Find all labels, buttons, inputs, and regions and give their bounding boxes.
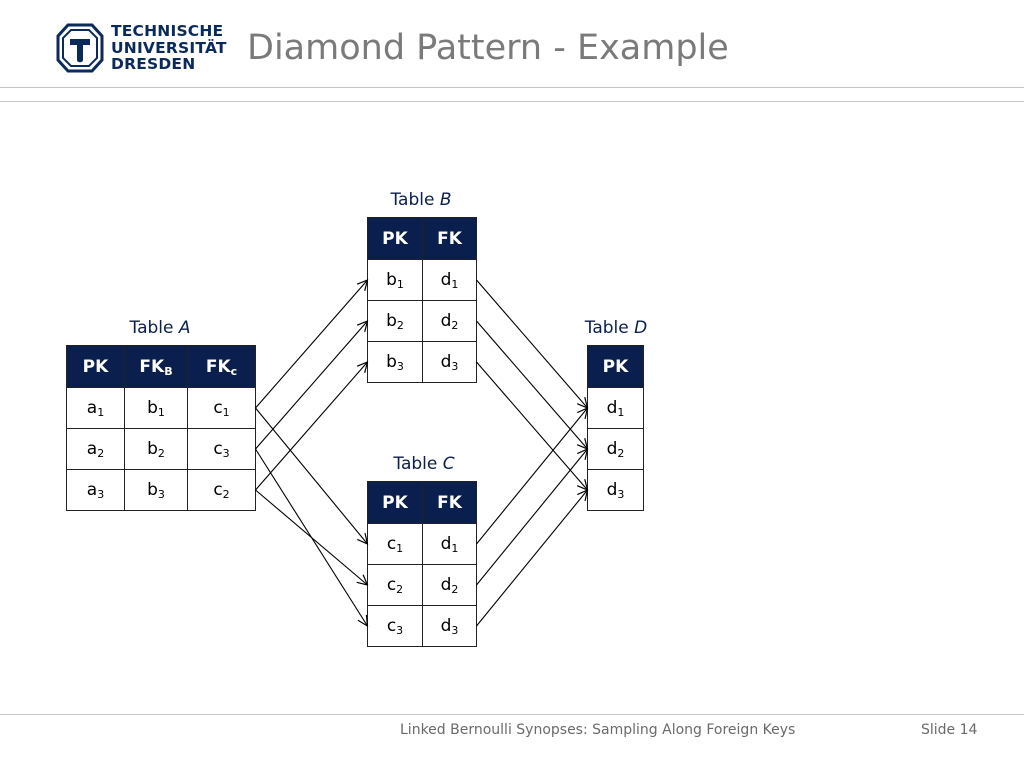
table-cell: $a_1$	[67, 388, 125, 429]
table-cell: $d_2$	[588, 429, 644, 470]
table-cell: $c_1$	[188, 388, 256, 429]
table-cell: $c_1$	[368, 524, 423, 565]
header-cell-fk: FK	[423, 482, 477, 524]
table-cell: $c_2$	[188, 470, 256, 511]
table-cell: $d_3$	[423, 606, 477, 647]
logo-line-3: DRESDEN	[111, 55, 196, 73]
table-cell: $d_1$	[423, 260, 477, 301]
logo-line-2: UNIVERSITÄT	[111, 38, 227, 57]
header-cell-fkc: $FK_c$	[188, 346, 256, 388]
fk-arrow-c3-to-d3	[477, 490, 588, 626]
table-cell: $d_1$	[423, 524, 477, 565]
header-cell-fk: FK	[423, 218, 477, 260]
caption-table-name: C	[442, 454, 455, 474]
table-cell: $b_3$	[368, 342, 423, 383]
table-cell: $d_3$	[588, 470, 644, 511]
table-cell: $d_3$	[423, 342, 477, 383]
table-cell: $a_3$	[67, 470, 125, 511]
footer-subtitle: Linked Bernoulli Synopses: Sampling Along Foreign Keys	[400, 722, 796, 738]
table-cell: $d_2$	[423, 565, 477, 606]
fk-arrow-a3-to-c2	[256, 490, 368, 585]
table-cell: $c_3$	[188, 429, 256, 470]
logo-line-1: TECHNISCHE	[111, 22, 224, 40]
header-cell-fkb: $FK_B$	[125, 346, 188, 388]
header-cell-pk: PK	[368, 218, 423, 260]
table-cell: $b_2$	[125, 429, 188, 470]
table-cell: $b_1$	[125, 388, 188, 429]
caption-prefix: Table	[390, 190, 440, 210]
table-cell: $c_3$	[368, 606, 423, 647]
table-cell: $b_3$	[125, 470, 188, 511]
fk-arrow-c2-to-d2	[477, 449, 588, 585]
footer-divider	[0, 714, 1024, 715]
header-cell-pk: PK	[368, 482, 423, 524]
table-cell: $b_1$	[368, 260, 423, 301]
fk-arrow-c1-to-d1	[477, 408, 588, 544]
caption-prefix: Table	[393, 454, 443, 474]
caption-table-name: A	[178, 318, 191, 338]
fk-arrow-a3-to-b3	[256, 362, 368, 490]
header-cell-pk: PK	[588, 346, 644, 388]
caption-prefix: Table	[129, 318, 179, 338]
fk-arrow-a1-to-b1	[256, 280, 368, 408]
table-cell: $d_1$	[588, 388, 644, 429]
fk-arrow-b2-to-d2	[477, 321, 588, 449]
fk-arrow-a2-to-b2	[256, 321, 368, 449]
slide-title: Diamond Pattern - Example	[247, 28, 729, 68]
caption-table-name: D	[634, 318, 648, 338]
table-cell: $a_2$	[67, 429, 125, 470]
table-cell: $b_2$	[368, 301, 423, 342]
fk-arrow-b1-to-d1	[477, 280, 588, 408]
caption-table-name: B	[439, 190, 452, 210]
caption-prefix: Table	[584, 318, 635, 338]
table-cell: $d_2$	[423, 301, 477, 342]
slide-number: Slide 14	[921, 722, 978, 738]
header-cell-pk: PK	[67, 346, 125, 388]
table-cell: $c_2$	[368, 565, 423, 606]
fk-arrow-b3-to-d3	[477, 362, 588, 490]
